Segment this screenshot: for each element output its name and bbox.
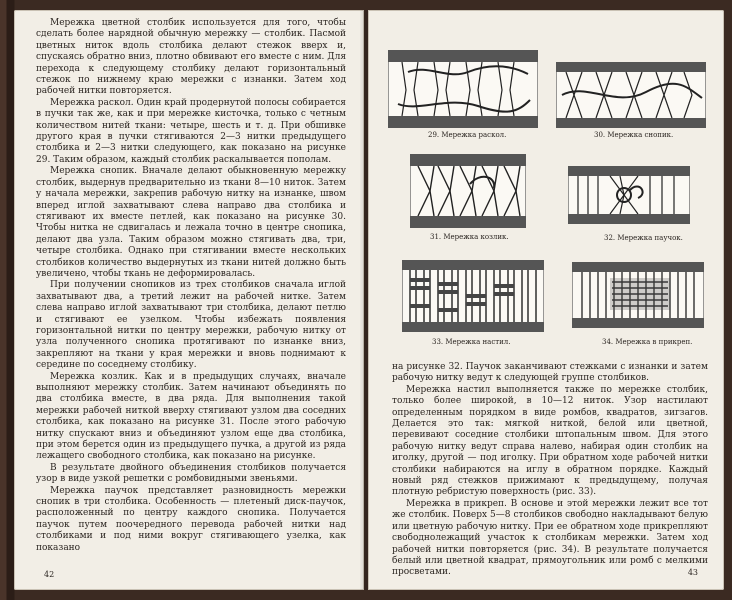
paragraph: на рисунке 32. Паучок заканчивают стежками с изнанки и затем рабочую нитку ведут к следующей группе столбиков. bbox=[392, 362, 708, 384]
page-number: 43 bbox=[687, 568, 698, 577]
paragraph: Мережка раскол. Один край продернутой полосы собирается в пучки так же, как и при мережке кисточка, только с четным количеством нитей ткани: четыре, шесть и т. д. При обшивке другого края в пучки стягиваются 2—3 нитки предыдущего столбика и 2—3 нитки следующего, как показано на рисунке 29. Таким образом, каждый столбик раскалывается пополам. bbox=[36, 97, 346, 165]
left-page bbox=[14, 10, 364, 590]
paragraph: Мережка настил выполняется также по мережке столбик, только более широкой, в 10—12 ниток. Узор настилают определенным порядком в виде ромбов, квадратов, зигзагов. Делается это так: мягкой ниткой, белой или цветной, перевивают соседние столбики штопальным швом. Для этого рабочую нитку ведут справа налево, набирая один столбик на иголку, другой — под иголку. При обратном ходе рабочей нитки столбики набираются на иглу в обратном порядке. Каждый новый ряд стежков прижимают к предыдущему, получая плотную ребристую поверхность (рис. 33). bbox=[392, 384, 708, 498]
figure-30-illustration bbox=[556, 62, 706, 128]
figure-caption: 30. Мережка снопик. bbox=[594, 131, 674, 139]
figure-31-illustration bbox=[410, 154, 526, 228]
paragraph: Мережка в прикреп. В основе и этой мережки лежит все тот же столбик. Поверх 5—8 столбиков свободно накладывают белую или цветную рабочую нитку. При ее обратном ходе прикрепляют свободнолежащий участок к столбикам мережки. Затем ход рабочей нитки повторяется (рис. 34). В результате получается белый или цветной квадрат, прямоугольник или ромб с мелкими просветами. bbox=[392, 498, 708, 578]
figure-34-illustration bbox=[572, 262, 704, 328]
figure-caption: 33. Мережка настил. bbox=[432, 338, 511, 346]
paragraph: В результате двойного объединения столбиков получается узор в виде узкой решетки с ромбовидными звеньями. bbox=[36, 462, 346, 485]
paragraph: Мережка цветной столбик используется для того, чтобы сделать более нарядной обычную мережку — столбик. Пасмой цветных ниток вдоль столбика делают стежок вверх и, спускаясь обратно вниз, плотно обвивают его вместе с ним. Для перехода к следующему столбику делают горизонтальный стежок по нижнему краю мережки с изнанки. Затем ход рабочей нитки повторяется. bbox=[36, 18, 346, 97]
figure-33-illustration bbox=[402, 260, 544, 332]
figure-caption: 29. Мережка раскол. bbox=[428, 131, 507, 139]
paragraph: Мережка козлик. Как и в предыдущих случаях, вначале выполняют мережку столбик. Затем начинают объединять по два столбика вместе, в два ряда. Для выполнения такой мережки рабочей ниткой вверху стягивают узлом два соседних столбика, как показано на рисунке 31. После этого рабочую нитку спускают вниз и объединяют узлом еще два столбика, при этом берется один из предыдущего пучка, а другой из ряда лежащего свободного столбика, как показано на рисунке. bbox=[36, 371, 346, 462]
page-number: 42 bbox=[44, 570, 55, 579]
paragraph: При получении снопиков из трех столбиков сначала иглой захватывают два, а третий лежит на рабочей нитке. Затем слева направо иглой захватывают три столбика, делают петлю и стягивают ее узелком. Чтобы избежать появления горизонтальной нитки по центру мережки, рабочую нитку от узла полученного снопика протягивают по изнанке вниз, закрепляют на ткани у края мережки и вновь поднимают к середине по соседнему столбику. bbox=[36, 280, 346, 371]
paragraph: Мережка паучок представляет разновидность мережки снопик в три столбика. Особенность — плетеный диск-паучок, расположенный по центру каждого снопика. Получается паучок путем поочередного перевода рабочей нитки над столбиками и под ними вокруг стягивающего узелка, как показано bbox=[36, 485, 346, 553]
figure-32-illustration bbox=[568, 166, 690, 224]
left-page-text bbox=[36, 18, 346, 554]
right-page-text bbox=[392, 362, 708, 579]
paragraph: Мережка снопик. Вначале делают обыкновенную мережку столбик, выдернув предварительно из ткани 8—10 ниток. Затем у начала мережки, закрепив рабочую нитку на изнанке, швом вперед иглой захватывают слева направо два столбика и стягивают их вместе петлей, как показано на рисунке 30. Чтобы нитка не сдвигалась и лежала точно в центре снопика, делают два узла. Таким образом можно стягивать два, три, четыре столбика. Однако при стягивании вместе нескольких столбиков количество выдернутых из ткани нитей должно быть увеличено, чтобы ткань не деформировалась. bbox=[36, 166, 346, 279]
figure-caption: 34. Мережка в прикреп. bbox=[602, 338, 693, 346]
right-page bbox=[368, 10, 724, 590]
figure-caption: 32. Мережка паучок. bbox=[604, 234, 683, 242]
figure-29-illustration bbox=[388, 50, 538, 128]
figure-caption: 31. Мережка козлик. bbox=[430, 233, 509, 241]
